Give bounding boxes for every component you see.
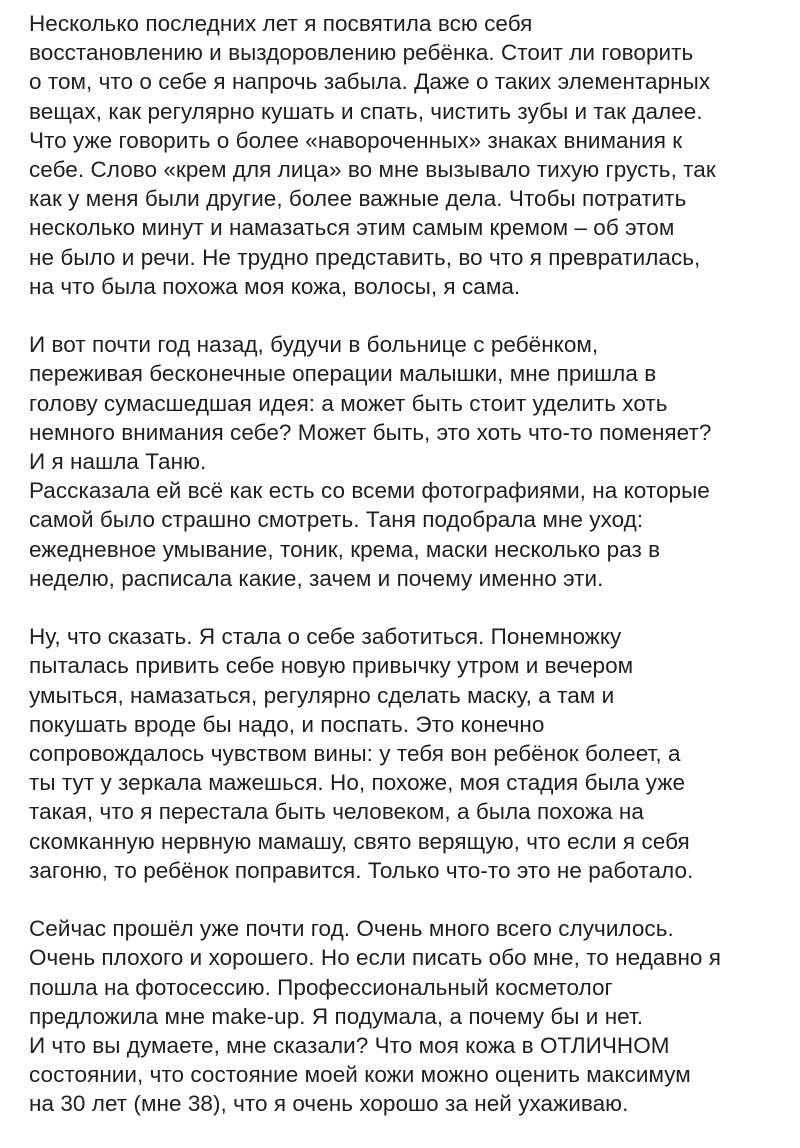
- paragraph: [29, 9, 789, 301]
- text-line: Очень плохого и хорошего. Но если писать обо мне, то недавно я: [29, 945, 722, 971]
- text-line: Ну, что сказать. Я стала о себе заботиться. Понемножку: [29, 624, 622, 650]
- text-line: на 30 лет (мне 38), что я очень хорошо за ней ухаживаю.: [29, 1091, 629, 1117]
- text-line: предложила мне make-up. Я подумала, а почему бы и нет.: [29, 1003, 644, 1029]
- text-line: переживая бесконечные операции малышки, мне пришла в: [29, 361, 657, 387]
- text-line: умыться, намазаться, регулярно сделать маску, а там и: [29, 682, 615, 708]
- text-line: несколько минут и намазаться этим самым кремом – об этом: [29, 215, 675, 241]
- paragraph: [29, 330, 789, 593]
- text-line: Несколько последних лет я посвятила всю себя: [29, 11, 533, 36]
- text-line: покушать вроде бы надо, и поспать. Это конечно: [29, 711, 545, 737]
- text-line: загоню, то ребёнок поправится. Только что-то это не работало.: [29, 857, 694, 883]
- text-line: И что вы думаете, мне сказали? Что моя кожа в ОТЛИЧНОМ: [29, 1033, 670, 1059]
- text-line: голову сумасшедшая идея: а может быть стоит уделить хоть: [29, 390, 668, 416]
- text-line: как у меня были другие, более важные дела. Чтобы потратить: [29, 186, 687, 212]
- paragraph: [29, 914, 789, 1118]
- text-line: Что уже говорить о более «навороченных» знаках внимания к: [29, 127, 683, 153]
- text-line: вещах, как регулярно кушать и спать, чистить зубы и так далее.: [29, 98, 703, 124]
- text-line: себе. Слово «крем для лица» во мне вызывало тихую грусть, так: [29, 157, 716, 183]
- text-line: Рассказала ей всё как есть со всеми фотографиями, на которые: [29, 478, 710, 504]
- text-line: И я нашла Таню.: [29, 449, 207, 475]
- text-line: пошла на фотосессию. Профессиональный косметолог: [29, 974, 613, 1000]
- text-line: такая, что я перестала быть человеком, а была похожа на: [29, 799, 644, 825]
- text-line: немного внимания себе? Может быть, это хоть что-то поменяет?: [29, 419, 712, 445]
- post-text: [29, 9, 789, 1148]
- text-line: самой было страшно смотреть. Таня подобрала мне уход:: [29, 507, 644, 533]
- text-line: Сейчас прошёл уже почти год. Очень много всего случилось.: [29, 916, 674, 942]
- text-line: о том, что о себе я напрочь забыла. Даже о таких элементарных: [29, 69, 711, 95]
- text-line: сопровождалось чувством вины: у тебя вон ребёнок болеет, а: [29, 741, 681, 767]
- text-line: И вот почти год назад, будучи в больнице с ребёнком,: [29, 332, 599, 358]
- text-line: скомканную нервную мамашу, свято верящую, что если я себя: [29, 828, 690, 854]
- text-line: неделю, расписала какие, зачем и почему именно эти.: [29, 565, 604, 591]
- text-line: пыталась привить себе новую привычку утром и вечером: [29, 653, 634, 679]
- text-line: ежедневное умывание, тоник, крема, маски несколько раз в: [29, 536, 661, 562]
- text-line: не было и речи. Не трудно представить, во что я превратилась,: [29, 244, 701, 270]
- text-line: на что была похожа моя кожа, волосы, я сама.: [29, 273, 521, 299]
- paragraph: [29, 622, 789, 885]
- text-line: восстановлению и выздоровлению ребёнка. Стоит ли говорить: [29, 40, 694, 66]
- text-line: ты тут у зеркала мажешься. Но, похоже, моя стадия была уже: [29, 770, 686, 796]
- text-line: состоянии, что состояние моей кожи можно оценить максимум: [29, 1062, 691, 1088]
